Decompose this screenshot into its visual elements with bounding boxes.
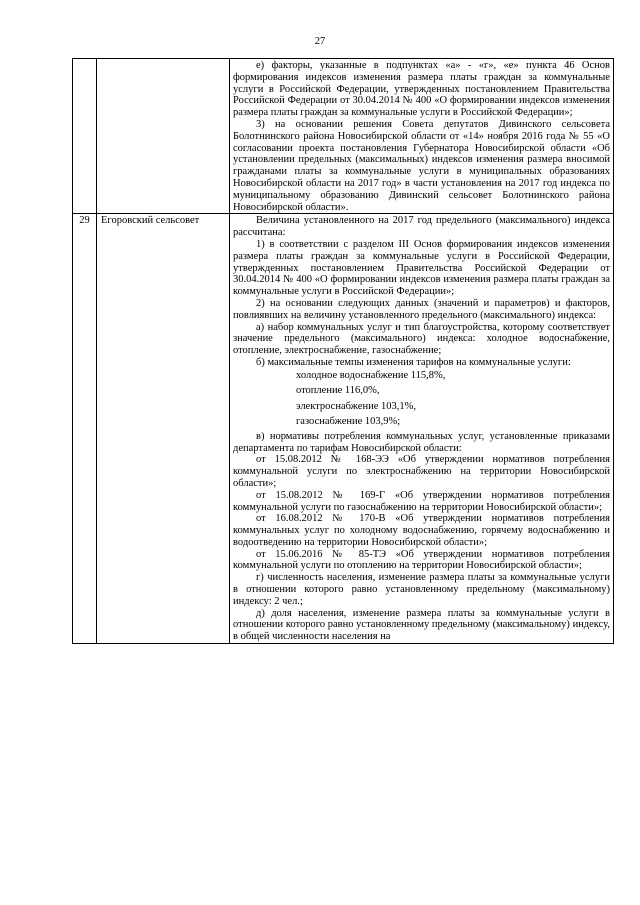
row-number-cell [73,59,97,214]
table-row [73,59,614,214]
paragraph: в) нормативы потребления коммунальных услуг, установленные приказами департамента по тарифам Новосибирской области: [233,430,610,454]
paragraph: от 16.08.2012 № 170-В «Об утверждении нормативов потребления коммунальных услуг по холодному водоснабжению, горячему водоснабжению и водоотведению на территории Новосибирской области»; [233,513,610,548]
index-table [72,58,614,644]
description-cell [230,214,614,644]
paragraph: 1) в соответствии с разделом III Основ формирования индексов изменения размера платы граждан за коммунальные услуги в Российской Федерации, утвержденных постановлением Правительства Российской Федерации от 30.04.2014 № 400 «О формировании индексов изменения размера платы граждан за коммунальные услуги в Российской Федерации»; [233,238,610,298]
paragraph: д) доля населения, изменение размера платы за коммунальные услуги в отношении которого равно установленному предельному (максимальному) индексу, в общей численности населения на [233,607,610,643]
municipality-cell: Егоровский сельсовет [97,214,230,644]
paragraph: б) максимальные темпы изменения тарифов на коммунальные услуги: [256,356,571,368]
tariff-rate: холодное водоснабжение 115,8%, [296,369,446,381]
municipality-cell [97,59,230,214]
paragraph: г) численность населения, изменение размера платы за коммунальные услуги в отношении которого равно установленному предельному (максимальному) индексу: 2 чел.; [233,572,610,607]
tariff-rate: отопление 116,0%, [296,385,380,397]
tariff-rate: газоснабжение 103,9%; [296,416,401,428]
paragraph: 3) на основании решения Совета депутатов Дивинского сельсовета Болотнинского района Новосибирской области от «14» ноября 2016 года № 55 «О согласовании проекта постановления Губернатора Новосибирской области «Об установлении предельных (максимальных) индексов изменения размера вносимой гражданами платы за коммунальные услуги в муниципальных образованиях Новосибирской области на 2017 год» в части установления на 2017 год индекса по муниципальному образованию Дивинский сельсовет Болотнинского района Новосибирской области». [233,118,610,213]
description-cell [230,59,614,214]
row-number-cell: 29 [73,214,97,644]
paragraph: от 15.08.2012 № 168-ЭЭ «Об утверждении нормативов потребления коммунальной услуги по электроснабжению на территории Новосибирской области»; [233,454,610,489]
paragraph: а) набор коммунальных услуг и тип благоустройства, которому соответствует значение предельного (максимального) индекса: холодное водоснабжение, отопление, электроснабжение, газоснабжение; [233,321,610,357]
page-number: 27 [314,36,326,47]
table-row [73,214,614,644]
paragraph: Величина установленного на 2017 год предельного (максимального) индекса рассчитана: [233,215,610,239]
paragraph: 2) на основании следующих данных (значений и параметров) и факторов, повлиявших на величину установленного предельного (максимального) индекса: [233,297,610,321]
paragraph: от 15.08.2012 № 169-Г «Об утверждении нормативов потребления коммунальной услуги по газоснабжению на территории Новосибирской области»; [233,489,610,513]
paragraph: от 15.06.2016 № 85-ТЭ «Об утверждении нормативов потребления коммунальной услуги по отоплению на территории Новосибирской области»; [233,548,610,572]
tariff-rate: электроснабжение 103,1%, [296,400,416,412]
paragraph: е) факторы, указанные в подпунктах «а» - «г», «е» пункта 46 Основ формирования индексов изменения размера платы граждан за коммунальные услуги в Российской Федерации, утвержденных постановлением Правительства Российской Федерации от 30.04.2014 № 400 «О формировании индексов изменения размера платы граждан за коммунальные услуги в Российской Федерации»; [233,60,610,119]
